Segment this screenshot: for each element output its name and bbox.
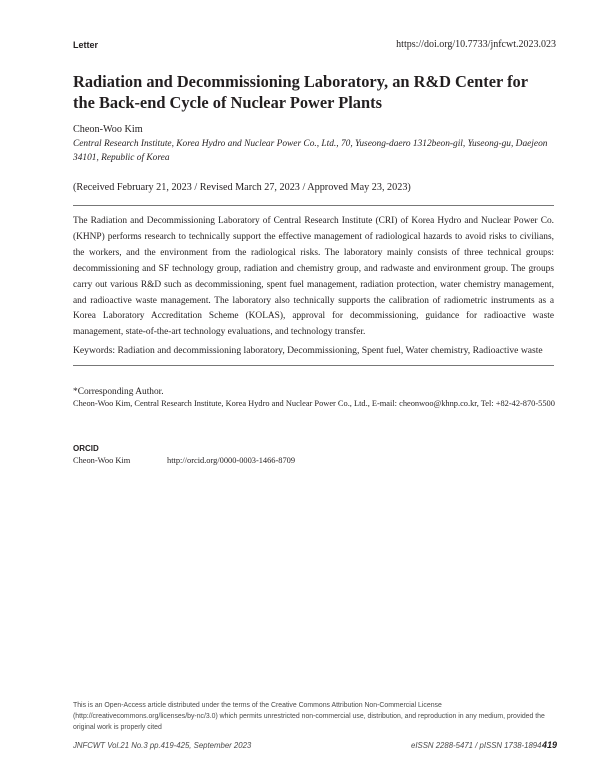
author-name: Cheon-Woo Kim (73, 124, 143, 135)
keywords: Keywords: Radiation and decommissioning laboratory, Decommissioning, Spent fuel, Water chemistry, Radioactive waste (73, 345, 543, 356)
article-title: Radiation and Decommissioning Laboratory, an R&D Center for the Back-end Cycle of Nuclear Power Plants (73, 72, 528, 112)
doi-link[interactable]: https://doi.org/10.7733/jnfcwt.2023.023 (396, 39, 556, 50)
issn-info: eISSN 2288-5471 / pISSN 1738-1894 (411, 741, 542, 750)
license-notice: This is an Open-Access article distributed under the terms of the Creative Commons Attribution Non-Commercial License (http://creativecommons.org/licenses/by-nc/3.0) which permits unrestricted non-commercial use, distribution, and reproduction in any medium, provided the original work is properly cited (73, 702, 545, 731)
abstract: The Radiation and Decommissioning Laboratory of Central Research Institute (CRI) of Korea Hydro and Nuclear Power Co. (KHNP) performs research to technically support the effective management of radiological hazards to avoid risks to civilians, the workers, and the environment from the radiological risks. The laboratory mainly consists of three technical groups: decommissioning and SF technology group, radiation and chemistry group, and radwaste and environment group. The groups carry out various R&D such as decommissioning, spent fuel management, radiation protection, water chemistry management, and radioactive waste management. The laboratory also technically supports the calibration of radiometric instruments as a Korea Laboratory Accreditation Scheme (KOLAS), approval for decommissioning, guidance for radioactive waste management, state-of-the-art technology evaluations, and technology transfer. (73, 216, 554, 338)
abstract-bottom-rule (73, 365, 554, 366)
orcid-heading: ORCID (73, 444, 99, 453)
corresponding-author-details: Cheon-Woo Kim, Central Research Institute, Korea Hydro and Nuclear Power Co., Ltd., E-mail: cheonwoo@khnp.co.kr, Tel: +82-42-870-5500 (73, 399, 555, 408)
orcid-link[interactable]: http://orcid.org/0000-0003-1466-8709 (167, 456, 296, 465)
corresponding-author-label: *Corresponding Author. (73, 387, 164, 397)
author-affiliation: Central Research Institute, Korea Hydro and Nuclear Power Co., Ltd., 70, Yuseong-daero 1312beon-gil, Yuseong-gu, Daejeon 34101, Republic of Korea (73, 139, 548, 163)
article-type-label: Letter (73, 40, 99, 50)
abstract-top-rule (73, 205, 554, 206)
journal-citation: JNFCWT Vol.21 No.3 pp.419-425, September 2023 (73, 741, 252, 750)
page-number: 419 (541, 740, 557, 750)
orcid-author-name: Cheon-Woo Kim (73, 456, 131, 465)
article-history: (Received February 21, 2023 / Revised March 27, 2023 / Approved May 23, 2023) (73, 182, 411, 193)
